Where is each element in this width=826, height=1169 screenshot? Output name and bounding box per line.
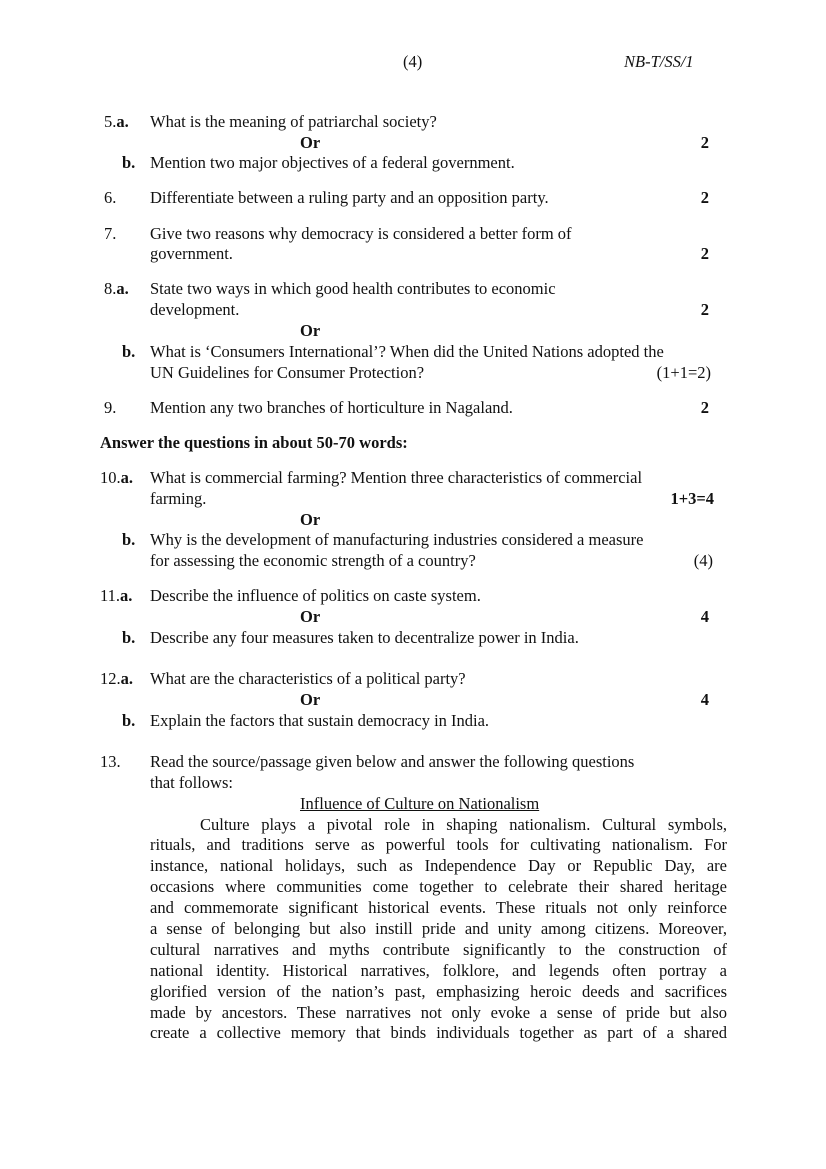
marks: 2 (700, 244, 709, 263)
question-text: Read the source/passage given below and answer the following questions (150, 752, 635, 771)
section-heading: Answer the questions in about 50-70 words: (100, 433, 408, 452)
question-text: that follows: (150, 773, 233, 792)
passage-title: Influence of Culture on Nationalism (300, 794, 540, 813)
question-text: What are the characteristics of a political party? (150, 669, 466, 688)
question-number: 5.a. (104, 112, 129, 131)
page-number: (4) (403, 52, 423, 71)
option-label: b. (122, 342, 136, 361)
passage-line: and commemorate significant historical events. These rituals not only reinforce (150, 898, 727, 917)
question-number: 13. (100, 752, 121, 771)
passage-line: create a collective memory that binds individuals together as part of a shared (150, 1023, 727, 1042)
marks: 2 (700, 398, 709, 417)
marks: 1+3=4 (670, 489, 714, 508)
question-text: for assessing the economic strength of a country? (150, 551, 476, 570)
question-text: What is the meaning of patriarchal society? (150, 112, 437, 131)
option-label: b. (122, 628, 136, 647)
passage-line: glorified version of the nation’s past, emphasizing heroic deeds and sacrifices (150, 982, 727, 1001)
question-text: What is commercial farming? Mention three characteristics of commercial (150, 468, 643, 487)
question-text: government. (150, 244, 233, 263)
option-label: b. (122, 530, 136, 549)
paper-code: NB-T/SS/1 (624, 52, 694, 71)
or-separator: Or (300, 690, 321, 709)
marks: (1+1=2) (656, 363, 711, 382)
marks: 4 (700, 607, 709, 626)
question-text: UN Guidelines for Consumer Protection? (150, 363, 425, 382)
option-label: b. (122, 711, 136, 730)
or-separator: Or (300, 607, 321, 626)
question-text: Describe any four measures taken to decentralize power in India. (150, 628, 579, 647)
question-text: Mention two major objectives of a federal government. (150, 153, 515, 172)
or-separator: Or (300, 133, 321, 152)
marks: 2 (700, 133, 709, 152)
passage-line: occasions where communities come together to celebrate their shared heritage (150, 877, 727, 896)
question-text: farming. (150, 489, 207, 508)
passage-line: national identity. Historical narratives, folklore, and legends often portray a (150, 961, 727, 980)
question-text: State two ways in which good health contributes to economic (150, 279, 556, 298)
marks: (4) (693, 551, 713, 570)
passage-line: made by ancestors. These narratives not only evoke a sense of pride but also (150, 1003, 727, 1022)
passage-line: Culture plays a pivotal role in shaping nationalism. Cultural symbols, (200, 815, 727, 834)
passage-line: a sense of belonging but also instill pride and unity among citizens. Moreover, (150, 919, 727, 938)
question-number: 9. (104, 398, 117, 417)
question-text: Explain the factors that sustain democracy in India. (150, 711, 490, 730)
marks: 2 (700, 300, 709, 319)
passage-line: instance, national holidays, such as Independence Day or Republic Day, are (150, 856, 727, 875)
or-separator: Or (300, 510, 321, 529)
question-text: Differentiate between a ruling party and an opposition party. (150, 188, 549, 207)
question-text: Mention any two branches of horticulture in Nagaland. (150, 398, 513, 417)
question-number: 10.a. (100, 468, 133, 487)
question-number: 6. (104, 188, 117, 207)
passage-line: cultural narratives and myths contribute significantly to the construction of (150, 940, 727, 959)
marks: 2 (700, 188, 709, 207)
marks: 4 (700, 690, 709, 709)
question-text: Describe the influence of politics on caste system. (150, 586, 481, 605)
question-text: Why is the development of manufacturing industries considered a measure (150, 530, 644, 549)
question-text: development. (150, 300, 240, 319)
question-number: 7. (104, 224, 117, 243)
question-text: Give two reasons why democracy is considered a better form of (150, 224, 572, 243)
question-text: What is ‘Consumers International’? When did the United Nations adopted the (150, 342, 664, 361)
question-number: 11.a. (100, 586, 133, 605)
passage-line: rituals, and traditions serve as powerful tools for cultivating nationalism. For (150, 835, 727, 854)
or-separator: Or (300, 321, 321, 340)
question-number: 8.a. (104, 279, 129, 298)
question-number: 12.a. (100, 669, 133, 688)
option-label: b. (122, 153, 136, 172)
